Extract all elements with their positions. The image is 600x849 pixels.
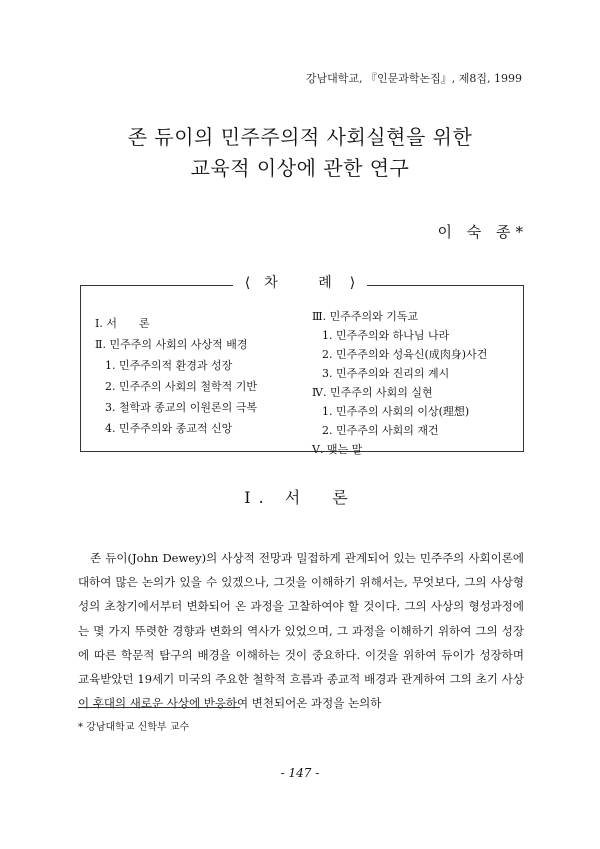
section-heading: Ⅰ. 서 론 (244, 488, 356, 507)
toc-entry: 2. 민주주의와 성육신(成肉身)사건 (322, 348, 488, 361)
footnote-divider (78, 707, 240, 708)
journal-citation: 강남대학교, 『인문과학논집』, 제8집, 1999 (305, 72, 522, 85)
body-text (78, 546, 524, 715)
toc-entry: 1. 민주주의적 환경과 성장 (105, 359, 233, 372)
toc-heading (0, 268, 600, 296)
toc-entry: 2. 민주주의 사회의 재건 (322, 424, 439, 437)
toc-left-column (95, 313, 257, 439)
toc-entry: 3. 민주주의와 진리의 계시 (322, 367, 450, 380)
toc-entry: 4. 민주주의와 종교적 신앙 (105, 422, 233, 435)
toc-entry: 1. 민주주의와 하나님 나라 (322, 329, 450, 342)
toc-entry: Ⅴ. 맺는 말 (312, 443, 363, 456)
author-name: 이 숙 종* (437, 223, 528, 241)
toc-entry: Ⅱ. 민주주의 사회의 사상적 배경 (95, 338, 248, 351)
toc-entry: 1. 민주주의 사회의 이상(理想) (322, 405, 470, 418)
toc-heading-label: ⟨ 차 례 ⟩ (233, 268, 367, 296)
body-paragraph: 존 듀이(John Dewey)의 사상적 전망과 밀접하게 관계되어 있는 민주주의 사회이론에 대하여 많은 논의가 있을 수 있겠으나, 그것을 이해하기 위해서는, 무엇보다, 그의 사상형성의 초창기에서부터 변화되어 온 과정을 고찰하여야 할 것이다. 그의 사상의 형성과정에는 몇 가지 뚜렷한 경향과 변화의 역사가 있었으며, 그 과정을 이해하기 위하여 그의 성장에 따른 학문적 탐구의 배경을 이해하는 것이 중요하다. 이것을 위하여 듀이가 성장하며 교육받았던 19세기 미국의 주요한 철학적 흐름과 종교적 배경과 관계하여 그의 초기 사상이 후대의 새로운 사상에 반응하여 변천되어온 과정을 논의하 (78, 551, 524, 711)
toc-entry: Ⅲ. 민주주의와 기독교 (312, 310, 419, 323)
toc-right-column (312, 307, 487, 459)
footnote: * 강남대학교 신학부 교수 (78, 722, 190, 733)
paper-title-line-2: 교육적 이상에 관한 연구 (190, 156, 410, 180)
toc-entry: Ⅳ. 민주주의 사회의 실현 (312, 386, 433, 399)
paper-title-line-1: 존 듀이의 민주주의적 사회실현을 위한 (127, 125, 473, 149)
page-number: - 147 - (280, 766, 320, 780)
toc-entry: 2. 민주주의 사회의 철학적 기반 (105, 380, 257, 393)
toc-entry: 3. 철학과 종교의 이원론의 극복 (105, 401, 257, 414)
toc-entry: Ⅰ. 서 론 (95, 317, 150, 330)
